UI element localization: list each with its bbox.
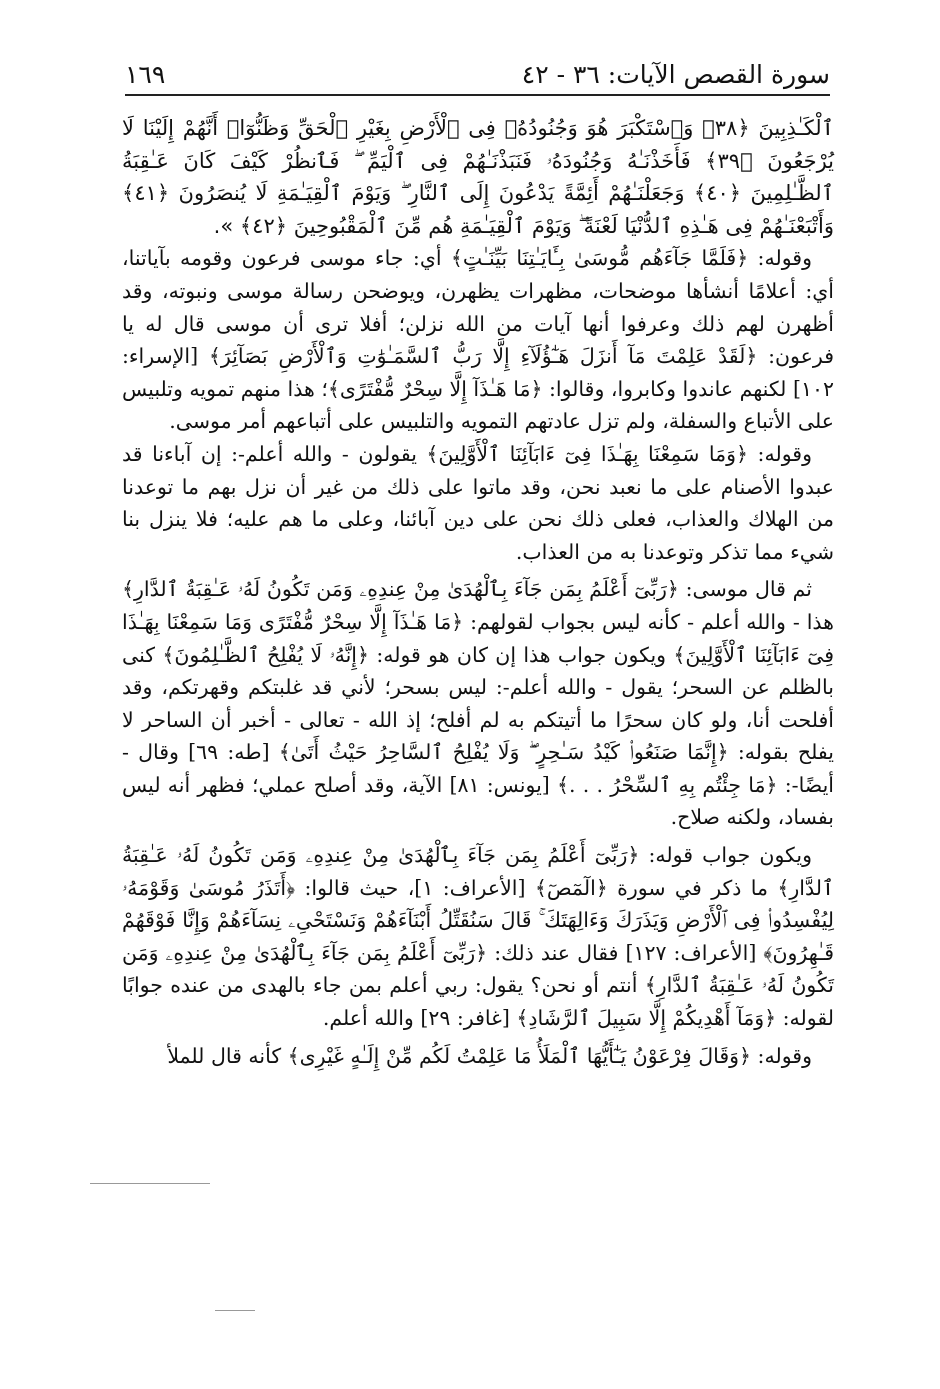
commentary-paragraph: وقوله: ﴿فَلَمَّا جَآءَهُم مُّوسَىٰ بِـَٔايَـٰتِنَا بَيِّنَـٰتٍ﴾ أي: جاء موسى فرعون وقومه بآياتنا، أي: أعلامًا أنشأها موضحات، مظهرات يظهرن، ويوضحن رسالة موسى ونبوته، وقد أظهرن لهم ذلك وعرفوا أنها آيات من الله نزلن؛ أفلا ترى أن موسى قال له يا فرعون: ﴿لَقَدْ عَلِمْتَ مَآ أَنزَلَ هَـٰٓؤُلَآءِ إِلَّا رَبُّ ٱلسَّمَـٰوَٰتِ وَٱلْأَرْضِ بَصَآئِرَ﴾ [الإسراء: ١٠٢] لكنهم عاندوا وكابروا، وقالوا: ﴿مَا هَـٰذَآ إِلَّا سِحْرٌ مُّفْتَرًى﴾؛ هذا منهم تمويه وتلبيس على الأتباع والسفلة، ولم تزل عادتهم التمويه والتلبيس على أتباعهم أمر موسى. [122,246,834,434]
commentary-paragraph: وقوله: ﴿وَمَا سَمِعْنَا بِهَـٰذَا فِىٓ ءَابَآئِنَا ٱلْأَوَّلِينَ﴾ يقولون - والله أعلم-: إن آباءنا قد عبدوا الأصنام على ما نعبد نحن، وقد ماتوا على ذلك من غير أن نزل بهم ما توعدنا من الهلاك والعذاب، فعلى ذلك نحن على دين آبائنا، وعلى ما هم عليه؛ فلا ينزل بنا شيء مما تذكر وتوعدنا به من العذاب. [122,441,834,564]
scan-stray-line [215,1310,255,1311]
page-header [125,58,830,96]
scan-stray-line [90,1183,210,1184]
commentary-paragraph: ويكون جواب قوله: ﴿رَبِّىٓ أَعْلَمُ بِمَن جَآءَ بِٱلْهُدَىٰ مِنْ عِندِهِۦ وَمَن تَكُونُ لَهُۥ عَـٰقِبَةُ ٱلدَّارِ﴾ ما ذكر في سورة ﴿الٓمٓصٓ﴾ [الأعراف: ١]، حيث قالوا: ﴿أَتَذَرُ مُوسَىٰ وَقَوْمَهُۥ لِيُفْسِدُوا۟ فِى ٱلْأَرْضِ وَيَذَرَكَ وَءَالِهَتَكَ ۚ قَالَ سَنُقَتِّلُ أَبْنَآءَهُمْ وَنَسْتَحْىِۦ نِسَآءَهُمْ وَإِنَّا فَوْقَهُمْ قَـٰهِرُونَ﴾ [الأعراف: ١٢٧] فقال عند ذلك: ﴿رَبِّىٓ أَعْلَمُ بِمَن جَآءَ بِٱلْهُدَىٰ مِنْ عِندِهِۦ وَمَن تَكُونُ لَهُۥ عَـٰقِبَةُ ٱلدَّارِ﴾ أنتم أو نحن؟ يقول: ربي أعلم بمن جاء بالهدى من عنده جوابًا لقوله: ﴿وَمَآ أَهْدِيكُمْ إِلَّا سَبِيلَ ٱلرَّشَادِ﴾ [غافر: ٢٩] والله أعلم. [122,843,834,1031]
surah-title: سورة القصص الآيات: ٣٦ - ٤٢ [521,60,830,89]
quran-verses-block: ٱلْكَـٰذِبِينَ ﴿٣٨﴾ وَٱسْتَكْبَرَ هُوَ وَجُنُودُهُۥ فِى ٱلْأَرْضِ بِغَيْرِ ٱلْحَقِّ وَظَنُّوٓا۟ أَنَّهُمْ إِلَيْنَا لَا يُرْجَعُونَ ﴿٣٩﴾ فَأَخَذْنَـٰهُ وَجُنُودَهُۥ فَنَبَذْنَـٰهُمْ فِى ٱلْيَمِّ ۖ فَٱنظُرْ كَيْفَ كَانَ عَـٰقِبَةُ ٱلظَّـٰلِمِينَ ﴿٤٠﴾ وَجَعَلْنَـٰهُمْ أَئِمَّةً يَدْعُونَ إِلَى ٱلنَّارِ ۖ وَيَوْمَ ٱلْقِيَـٰمَةِ لَا يُنصَرُونَ ﴿٤١﴾ وَأَتْبَعْنَـٰهُمْ فِى هَـٰذِهِ ٱلدُّنْيَا لَعْنَةً ۖ وَيَوْمَ ٱلْقِيَـٰمَةِ هُم مِّنَ ٱلْمَقْبُوحِينَ ﴿٤٢﴾ ». [122,116,835,238]
commentary-paragraph: ثم قال موسى: ﴿رَبِّىٓ أَعْلَمُ بِمَن جَآءَ بِٱلْهُدَىٰ مِنْ عِندِهِۦ وَمَن تَكُونُ لَهُۥ عَـٰقِبَةُ ٱلدَّارِ﴾ هذا - والله أعلم - كأنه ليس بجواب لقولهم: ﴿مَا هَـٰذَآ إِلَّا سِحْرٌ مُّفْتَرًى وَمَا سَمِعْنَا بِهَـٰذَا فِىٓ ءَابَآئِنَا ٱلْأَوَّلِينَ﴾ ويكون جواب هذا إن كان هو قوله: ﴿إِنَّهُۥ لَا يُفْلِحُ ٱلظَّـٰلِمُونَ﴾ كنى بالظلم عن السحر؛ يقول - والله أعلم-: ليس بسحر؛ لأني قد غلبتكم وقهرتكم، وقد أفلحت أنا، ولو كان سحرًا ما أتيتكم به لم أفلح؛ إذ الله - تعالى - أخبر أن الساحر لا يفلح بقوله: ﴿إِنَّمَا صَنَعُوا۟ كَيْدُ سَـٰحِرٍ ۖ وَلَا يُفْلِحُ ٱلسَّاحِرُ حَيْثُ أَتَىٰ﴾ [طه: ٦٩] وقال - أيضًا-: ﴿مَا جِئْتُم بِهِ ٱلسِّحْرُ . . .﴾ [يونس: ٨١] الآية، وقد أصلح عملي؛ فظهر أنه ليس بفساد، ولكنه صلاح. [122,577,834,830]
page-body [122,112,834,1072]
commentary-paragraph: وقوله: ﴿وَقَالَ فِرْعَوْنُ يَـٰٓأَيُّهَا ٱلْمَلَأُ مَا عَلِمْتُ لَكُم مِّنْ إِلَـٰهٍ غَيْرِى﴾ كأنه قال للملأ [167,1043,812,1068]
page-number: ١٦٩ [125,60,166,89]
